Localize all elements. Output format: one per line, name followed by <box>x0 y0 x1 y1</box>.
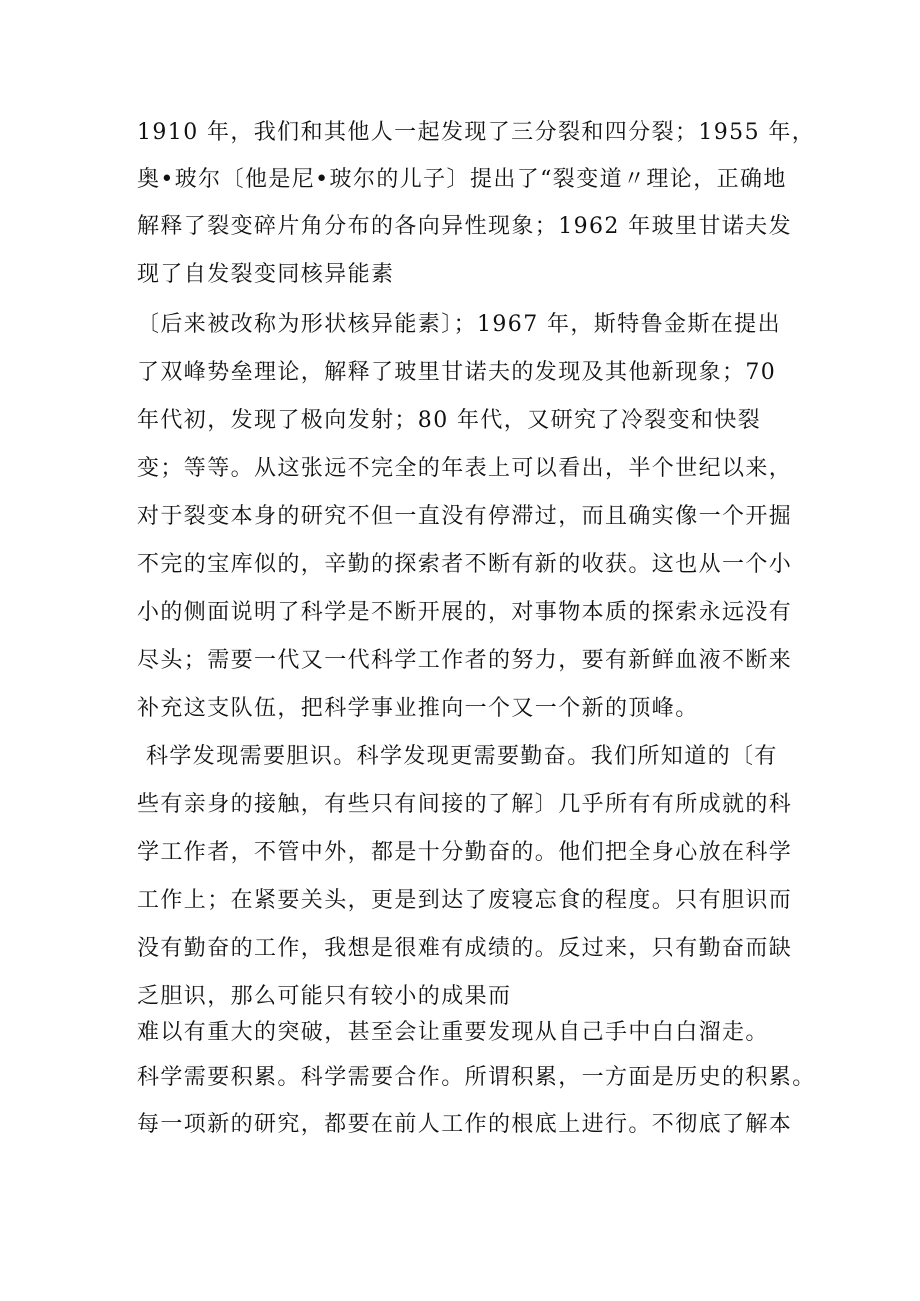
text-line: 对于裂变本身的研究不但一直没有停滞过，而且确实像一个开掘 <box>137 504 793 529</box>
text-line: 尽头；需要一代又一代科学工作者的努力，要有新鲜血液不断来 <box>137 648 793 673</box>
text-line: 解释了裂变碎片角分布的各向异性现象；1962 年玻里甘诺夫发 <box>137 214 792 239</box>
text-line: 不完的宝库似的，辛勤的探索者不断有新的收获。这也从一个小 <box>137 552 793 577</box>
text-line: 每一项新的研究，都要在前人工作的根底上进行。不彻底了解本 <box>137 1112 793 1137</box>
text-line: 没有勤奋的工作，我想是很难有成绩的。反过来，只有勤奋而缺 <box>137 936 793 961</box>
paragraph-start-line: 科学发现需要胆识。科学发现更需要勤奋。我们所知道的〔有 <box>146 744 778 769</box>
text-line: 难以有重大的突破，甚至会让重要发现从自己手中白白溜走。 <box>137 1020 769 1045</box>
text-line: 工作上；在紧要关头，更是到达了废寝忘食的程度。只有胆识而 <box>137 888 793 913</box>
text-line: 变；等等。从这张远不完全的年表上可以看出，半个世纪以来， <box>137 456 793 481</box>
text-line: 〔后来被改称为形状核异能素〕；1967 年，斯特鲁金斯在提出 <box>137 312 781 337</box>
text-line: 学工作者，不管中外，都是十分勤奋的。他们把全身心放在科学 <box>137 840 793 865</box>
text-line: 1910 年，我们和其他人一起发现了三分裂和四分裂；1955 年， <box>137 120 816 145</box>
text-line: 了双峰势垒理论，解释了玻里甘诺夫的发现及其他新现象；70 <box>137 360 777 385</box>
text-line: 补充这支队伍，把科学事业推向一个又一个新的顶峰。 <box>137 696 699 721</box>
text-line: 年代初，发现了极向发射；80 年代，又研究了冷裂变和快裂 <box>137 408 762 433</box>
text-line: 乏胆识，那么可能只有较小的成果而 <box>137 984 512 1009</box>
paragraph-start-line: 科学需要积累。科学需要合作。所谓积累，一方面是历史的积累。 <box>137 1065 816 1090</box>
text-line: 现了自发裂变同核异能素 <box>137 262 395 287</box>
text-line: 小的侧面说明了科学是不断开展的，对事物本质的探索永远没有 <box>137 600 793 625</box>
text-line: 奥•玻尔〔他是尼•玻尔的儿子〕提出了“裂变道〃理论，正确地 <box>137 167 787 192</box>
text-line: 些有亲身的接触，有些只有间接的了解〕几乎所有有所成就的科 <box>137 792 793 817</box>
